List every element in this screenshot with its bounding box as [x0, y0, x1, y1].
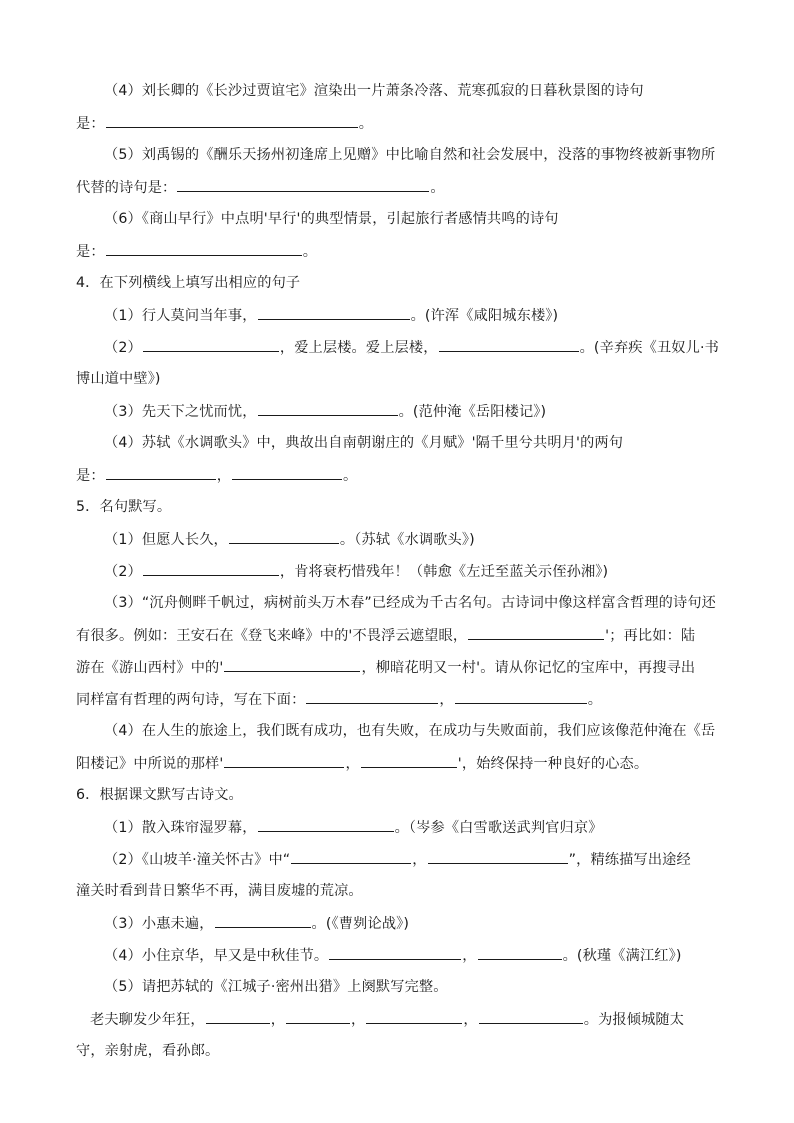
- question-4-item-4-line-2: 是： ， 。: [76, 465, 357, 486]
- question-6-item-5-poem-line-1: 老夫聊发少年狂， ， ， ， 。为报倾城随太: [90, 1009, 684, 1030]
- answer-blank[interactable]: [361, 753, 457, 768]
- question-4-item-2-line-1: （2） ，爱上层楼。爱上层楼， 。(辛弃疾《丑奴儿·书: [104, 337, 719, 358]
- answer-blank[interactable]: [106, 113, 358, 128]
- answer-blank[interactable]: [468, 625, 604, 640]
- question-3-item-4-line-1: （4）刘长卿的《长沙过贾谊宅》渲染出一片萧条冷落、荒寒孤寂的日暮秋景图的诗句: [104, 83, 644, 99]
- answer-blank[interactable]: [258, 817, 394, 832]
- answer-blank[interactable]: [286, 1009, 350, 1024]
- question-6-item-2-line-1: （2）《山坡羊·潼关怀古》中“ ， ”，精练描写出途经: [104, 849, 691, 870]
- question-3-item-6-line-1: （6）《商山早行》中点明'早行'的典型情景，引起旅行者感情共鸣的诗句: [104, 211, 559, 227]
- answer-blank[interactable]: [479, 1009, 583, 1024]
- question-5-item-2: （2） ，肯将衰朽惜残年！（韩愈《左迁至蓝关示侄孙湘》): [104, 561, 608, 582]
- answer-blank[interactable]: [106, 241, 302, 256]
- question-4-item-1: （1）行人莫问当年事， 。(许浑《咸阳城东楼》): [104, 305, 558, 326]
- answer-blank[interactable]: [232, 465, 342, 480]
- question-3-item-4-line-2: 是： 。: [76, 113, 373, 134]
- answer-blank[interactable]: [258, 305, 410, 320]
- question-5-item-3-line-4: 同样富有哲理的两句诗，写在下面： ， 。: [76, 689, 602, 710]
- question-6-item-4: （4）小住京华，早又是中秋佳节。 ， 。(秋瑾《满江红》): [104, 945, 682, 966]
- answer-blank[interactable]: [428, 849, 568, 864]
- question-6-item-5: （5）请把苏轼的《江城子·密州出猎》上阕默写完整。: [104, 979, 448, 995]
- answer-blank[interactable]: [478, 945, 562, 960]
- answer-blank[interactable]: [258, 401, 398, 416]
- question-6-item-5-poem-line-2: 守，亲射虎，看孙郎。: [76, 1043, 220, 1059]
- question-3-item-6-line-2: 是： 。: [76, 241, 317, 262]
- answer-blank[interactable]: [439, 337, 579, 352]
- answer-blank[interactable]: [329, 945, 461, 960]
- question-5-item-1: （1）但愿人长久， 。（苏轼《水调歌头》): [104, 529, 475, 550]
- question-3-item-5-line-2: 代替的诗句是： 。: [76, 177, 445, 198]
- answer-blank[interactable]: [206, 1009, 270, 1024]
- question-6-item-1: （1）散入珠帘湿罗幕， 。（岑参《白雪歌送武判官归京》: [104, 817, 603, 838]
- question-5-item-3-line-3: 游在《游山西村》中的' ，柳暗花明又一村'。请从你记忆的宝库中，再搜寻出: [76, 657, 695, 678]
- question-5-heading: 5．名句默写。: [76, 499, 172, 515]
- question-3-item-5-line-1: （5）刘禹锡的《酬乐天扬州初逢席上见赠》中比喻自然和社会发展中，没落的事物终被新事物所: [104, 147, 716, 163]
- question-5-item-3-line-1: （3）“沉舟侧畔千帆过，病树前头万木春”已经成为千古名句。古诗词中像这样富含哲理的诗句还: [104, 595, 717, 611]
- answer-blank[interactable]: [143, 561, 279, 576]
- answer-blank[interactable]: [177, 177, 429, 192]
- answer-blank[interactable]: [224, 657, 360, 672]
- question-5-item-4-line-2: 阳楼记》中所说的那样' ， '，始终保持一种良好的心态。: [76, 753, 648, 774]
- question-4-item-3: （3）先天下之忧而忧， 。(范仲淹《岳阳楼记》): [104, 401, 546, 422]
- question-6-item-3: （3）小惠未遍， 。(《曹刿论战》): [104, 913, 409, 934]
- question-4-item-4-line-1: （4）苏轼《水调歌头》中，典故出自南朝谢庄的《月赋》'隔千里兮共明月'的两句: [104, 435, 624, 451]
- question-4-heading: 4．在下列横线上填写出相应的句子: [76, 275, 301, 291]
- answer-blank[interactable]: [106, 465, 216, 480]
- answer-blank[interactable]: [366, 1009, 462, 1024]
- answer-blank[interactable]: [215, 913, 311, 928]
- question-5-item-3-line-2: 有很多。例如：王安石在《登飞来峰》中的'不畏浮云遮望眼， '；再比如：陆: [76, 625, 695, 646]
- answer-blank[interactable]: [455, 689, 587, 704]
- answer-blank[interactable]: [306, 689, 438, 704]
- question-5-item-4-line-1: （4）在人生的旅途上，我们既有成功，也有失败，在成功与失败面前，我们应该像范仲淹在《岳: [104, 723, 716, 739]
- answer-blank[interactable]: [229, 529, 339, 544]
- answer-blank[interactable]: [291, 849, 411, 864]
- answer-blank[interactable]: [224, 753, 344, 768]
- question-6-heading: 6．根据课文默写古诗文。: [76, 787, 243, 803]
- question-6-item-2-line-2: 潼关时看到昔日繁华不再，满目废墟的荒凉。: [76, 883, 363, 899]
- question-4-item-2-line-2: 博山道中壁》): [76, 371, 161, 387]
- answer-blank[interactable]: [143, 337, 279, 352]
